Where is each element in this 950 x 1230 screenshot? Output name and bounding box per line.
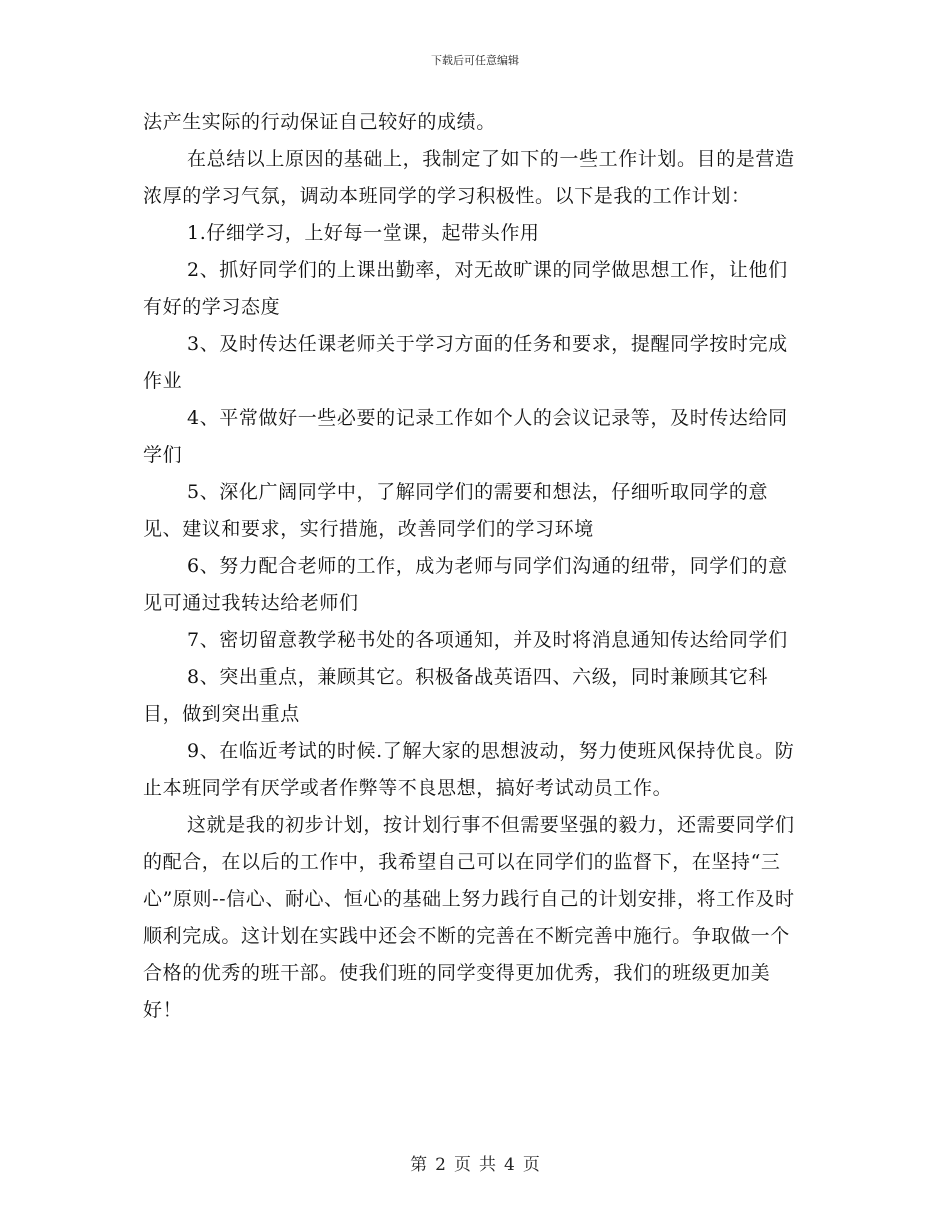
paragraph: 这就是我的初步计划，按计划行事不但需要坚强的毅力，还需要同学们的配合，在以后的工作中，我希望自己可以在同学们的监督下，在坚持“三心”原则--信心、耐心、恒心的基础上努力践行自己的计划安排，将工作及时顺利完成。这计划在实践中还会不断的完善在不断完善中施行。争取做一个合格的优秀的班干部。使我们班的同学变得更加优秀，我们的班级更加美好！ — [143, 814, 795, 1021]
total-unit: 页 — [522, 1155, 540, 1175]
total-pages: 4 — [504, 1155, 515, 1175]
page-unit: 页 — [454, 1155, 471, 1175]
list-item: 2、抓好同学们的上课出勤率，对无故旷课的同学做思想工作，让他们有好的学习态度 — [143, 259, 788, 318]
list-item: 3、及时传达任课老师关于学习方面的任务和要求，提醒同学按时完成作业 — [143, 333, 788, 392]
page-footer — [0, 1150, 950, 1175]
list-item: 7、密切留意教学秘书处的各项通知，并及时将消息通知传达给同学们 — [187, 629, 788, 651]
page-header: 下载后可任意编辑 — [431, 54, 519, 67]
list-item: 9、在临近考试的时候.了解大家的思想波动，努力使班风保持优良。防止本班同学有厌学或者作弊等不良思想，搞好考试动员工作。 — [143, 740, 795, 799]
list-item: 4、平常做好一些必要的记录工作如个人的会议记录等，及时传达给同学们 — [143, 407, 788, 466]
list-item: 8、突出重点，兼顾其它。积极备战英语四、六级，同时兼顾其它科目，做到突出重点 — [143, 666, 769, 725]
list-item: 1.仔细学习，上好每一堂课，起带头作用 — [187, 222, 540, 244]
list-item: 5、深化广阔同学中，了解同学们的需要和想法，仔细听取同学的意见、建议和要求，实行措施，改善同学们的学习环境 — [143, 481, 769, 540]
total-label: 共 — [479, 1155, 496, 1175]
list-item: 6、努力配合老师的工作，成为老师与同学们沟通的纽带，同学们的意见可通过我转达给老师们 — [143, 555, 788, 614]
paragraph: 法产生实际的行动保证自己较好的成绩。 — [143, 111, 496, 133]
page-label: 第 — [410, 1155, 428, 1175]
page-number: 2 — [435, 1155, 446, 1175]
document-body — [143, 104, 807, 1029]
paragraph: 在总结以上原因的基础上，我制定了如下的一些工作计划。目的是营造浓厚的学习气氛，调动本班同学的学习积极性。以下是我的工作计划： — [143, 148, 795, 207]
